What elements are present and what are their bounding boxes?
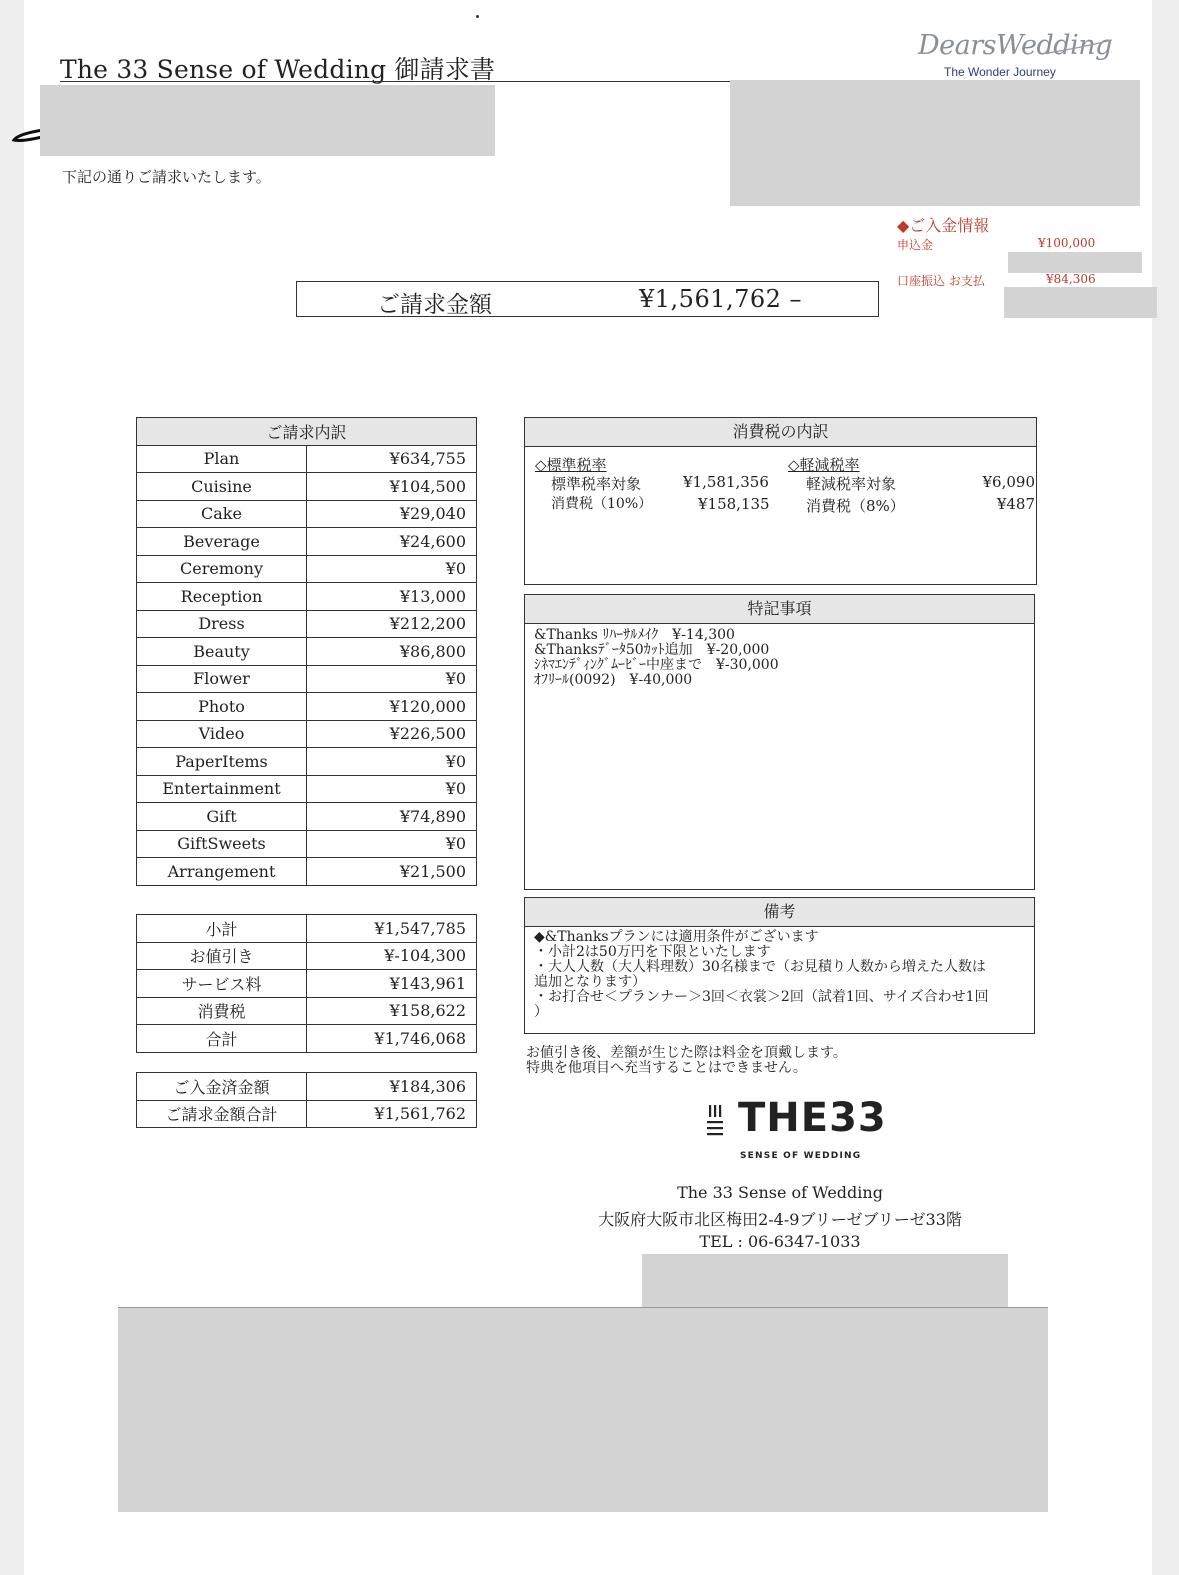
decor-dot — [476, 15, 479, 18]
remark-line: ◆&Thanksプランには適用条件がございます — [534, 929, 819, 945]
consumption-tax-value: ¥158,622 — [307, 997, 477, 1025]
tax-breakdown-title: 消費税の内訳 — [525, 418, 1036, 447]
item-label: Photo — [137, 693, 307, 721]
dears-wedding-logo: DearsWedding — [918, 30, 1112, 61]
item-value: ¥0 — [307, 748, 477, 776]
dears-wedding-tagline: The Wonder Journey — [944, 65, 1056, 79]
redacted-recipient — [40, 85, 495, 156]
item-label: Arrangement — [137, 858, 307, 886]
company-address: 大阪府大阪市北区梅田2-4-9ブリーゼブリーゼ33階 — [598, 1210, 962, 1229]
item-label: Plan — [137, 445, 307, 473]
remark-line: ・大人人数（大人料理数）30名様まで（お見積り人数から増えた人数は — [534, 959, 986, 975]
table-row — [137, 997, 477, 1025]
item-value: ¥74,890 — [307, 803, 477, 831]
table-row — [137, 1025, 477, 1053]
item-label: Beverage — [137, 528, 307, 556]
transfer-value: ¥84,306 — [1046, 272, 1096, 286]
paid-amount-value: ¥184,306 — [307, 1073, 477, 1101]
standard-rate-heading: ◇標準税率 — [535, 456, 607, 474]
title-underline — [60, 81, 730, 82]
redacted-deposit-date — [1008, 252, 1142, 273]
table-row — [137, 858, 477, 886]
reduced-rate-heading: ◇軽減税率 — [788, 456, 860, 474]
table-row — [137, 638, 477, 666]
item-label: Flower — [137, 665, 307, 693]
table-row — [137, 915, 477, 943]
table-row — [137, 720, 477, 748]
remark-line: ） — [534, 1004, 548, 1020]
item-value: ¥24,600 — [307, 528, 477, 556]
table-row — [137, 1073, 477, 1101]
logo-swoosh — [1040, 38, 1115, 58]
item-value: ¥226,500 — [307, 720, 477, 748]
table-row — [137, 942, 477, 970]
item-value: ¥21,500 — [307, 858, 477, 886]
reduced-taxable-value: ¥6,090 — [982, 473, 1035, 491]
table-row — [137, 610, 477, 638]
redacted-company-info — [730, 80, 1140, 206]
item-value: ¥0 — [307, 775, 477, 803]
table-row — [137, 970, 477, 998]
subtotal-label: 小計 — [137, 915, 307, 943]
service-fee-value: ¥143,961 — [307, 970, 477, 998]
discount-value: ¥-104,300 — [307, 942, 477, 970]
invoice-title: The 33 Sense of Wedding 御請求書 — [60, 55, 496, 84]
remark-line: 追加となります） — [534, 974, 646, 990]
item-label: Gift — [137, 803, 307, 831]
deposit-value: ¥100,000 — [1038, 236, 1096, 250]
item-label: Ceremony — [137, 555, 307, 583]
item-value: ¥0 — [307, 665, 477, 693]
item-label: Beauty — [137, 638, 307, 666]
redacted-bottom-small — [642, 1254, 1008, 1308]
intro-text: 下記の通りご請求いたします。 — [62, 168, 271, 186]
company-tel: TEL : 06-6347-1033 — [699, 1232, 861, 1251]
table-row — [137, 473, 477, 501]
special-notes-title: 特記事項 — [525, 595, 1034, 624]
remark-line: ・小計2は50万円を下限といたします — [534, 944, 771, 960]
billing-total-label: ご請求金額合計 — [137, 1100, 307, 1128]
paid-amount-label: ご入金済金額 — [137, 1073, 307, 1101]
redacted-transfer-date — [1004, 287, 1157, 318]
standard-taxable-label: 標準税率対象 — [551, 475, 642, 493]
reduced-tax-value: ¥487 — [996, 495, 1035, 513]
table-row — [137, 775, 477, 803]
final-table — [136, 1072, 477, 1128]
billing-total-value: ¥1,561,762 — [307, 1100, 477, 1128]
reduced-tax-label: 消費税（8%） — [806, 497, 905, 515]
table-row — [137, 445, 477, 473]
company-name: The 33 Sense of Wedding — [677, 1183, 883, 1202]
item-label: Cuisine — [137, 473, 307, 501]
redacted-bottom-block — [118, 1308, 1048, 1512]
standard-taxable-value: ¥1,581,356 — [683, 473, 769, 491]
table-row — [137, 555, 477, 583]
the33-logo-text: THE33 — [738, 1095, 887, 1141]
table-row — [137, 1100, 477, 1128]
billing-amount-label: ご請求金額 — [377, 292, 492, 318]
item-label: Entertainment — [137, 775, 307, 803]
billing-amount-value: ¥1,561,762 – — [639, 285, 803, 313]
table-row — [137, 748, 477, 776]
item-value: ¥104,500 — [307, 473, 477, 501]
special-note-line: ｼﾈﾏｴﾝﾃﾞｨﾝｸﾞﾑｰﾋﾞｰ中座まで ¥-30,000 — [534, 657, 779, 673]
table-row — [137, 528, 477, 556]
special-note-line: ｵﾌﾘｰﾙ(0092) ¥-40,000 — [534, 672, 693, 688]
item-value: ¥0 — [307, 830, 477, 858]
table-row — [137, 693, 477, 721]
special-note-line: &Thanksﾃﾞｰﾀ50ｶｯﾄ追加 ¥-20,000 — [534, 642, 770, 658]
table-row — [137, 500, 477, 528]
tax-breakdown-panel — [524, 417, 1037, 585]
benefit-note: 特典を他項目へ充当することはできません。 — [526, 1060, 807, 1076]
discount-label: お値引き — [137, 942, 307, 970]
item-value: ¥120,000 — [307, 693, 477, 721]
item-label: GiftSweets — [137, 830, 307, 858]
item-value: ¥86,800 — [307, 638, 477, 666]
remarks-panel — [524, 897, 1035, 1034]
the33-logo-subtitle: SENSE OF WEDDING — [740, 1151, 862, 1161]
total-label: 合計 — [137, 1025, 307, 1053]
item-label: Reception — [137, 583, 307, 611]
item-label: Dress — [137, 610, 307, 638]
deposit-label: 申込金 — [897, 238, 934, 252]
total-value: ¥1,746,068 — [307, 1025, 477, 1053]
item-label: Cake — [137, 500, 307, 528]
totals-table — [136, 914, 477, 1053]
item-value: ¥29,040 — [307, 500, 477, 528]
item-value: ¥0 — [307, 555, 477, 583]
standard-tax-value: ¥158,135 — [698, 495, 770, 513]
payment-info-title: ◆ご入金情報 — [897, 216, 990, 235]
table-row — [137, 803, 477, 831]
transfer-label: 口座振込 お支払 — [897, 274, 985, 288]
standard-tax-label: 消費税（10%） — [551, 496, 653, 512]
item-value: ¥634,755 — [307, 445, 477, 473]
the33-logo-icon — [706, 1105, 724, 1141]
table-row — [137, 830, 477, 858]
item-label: PaperItems — [137, 748, 307, 776]
breakdown-title: ご請求内訳 — [137, 418, 477, 446]
consumption-tax-label: 消費税 — [137, 997, 307, 1025]
item-value: ¥212,200 — [307, 610, 477, 638]
remarks-title: 備考 — [525, 898, 1034, 927]
table-row — [137, 583, 477, 611]
special-note-line: &Thanks ﾘﾊｰｻﾙﾒｲｸ ¥-14,300 — [534, 627, 735, 643]
billing-amount-box — [296, 281, 879, 317]
reduced-taxable-label: 軽減税率対象 — [806, 475, 897, 493]
remark-line: ・お打合せ＜プランナー＞3回＜衣裳＞2回（試着1回、サイズ合わせ1回 — [534, 989, 989, 1005]
special-notes-panel — [524, 594, 1035, 890]
subtotal-value: ¥1,547,785 — [307, 915, 477, 943]
item-label: Video — [137, 720, 307, 748]
table-row — [137, 665, 477, 693]
service-fee-label: サービス料 — [137, 970, 307, 998]
breakdown-table — [136, 417, 477, 886]
item-value: ¥13,000 — [307, 583, 477, 611]
discount-note: お値引き後、差額が生じた際は料金を頂戴します。 — [526, 1045, 847, 1061]
